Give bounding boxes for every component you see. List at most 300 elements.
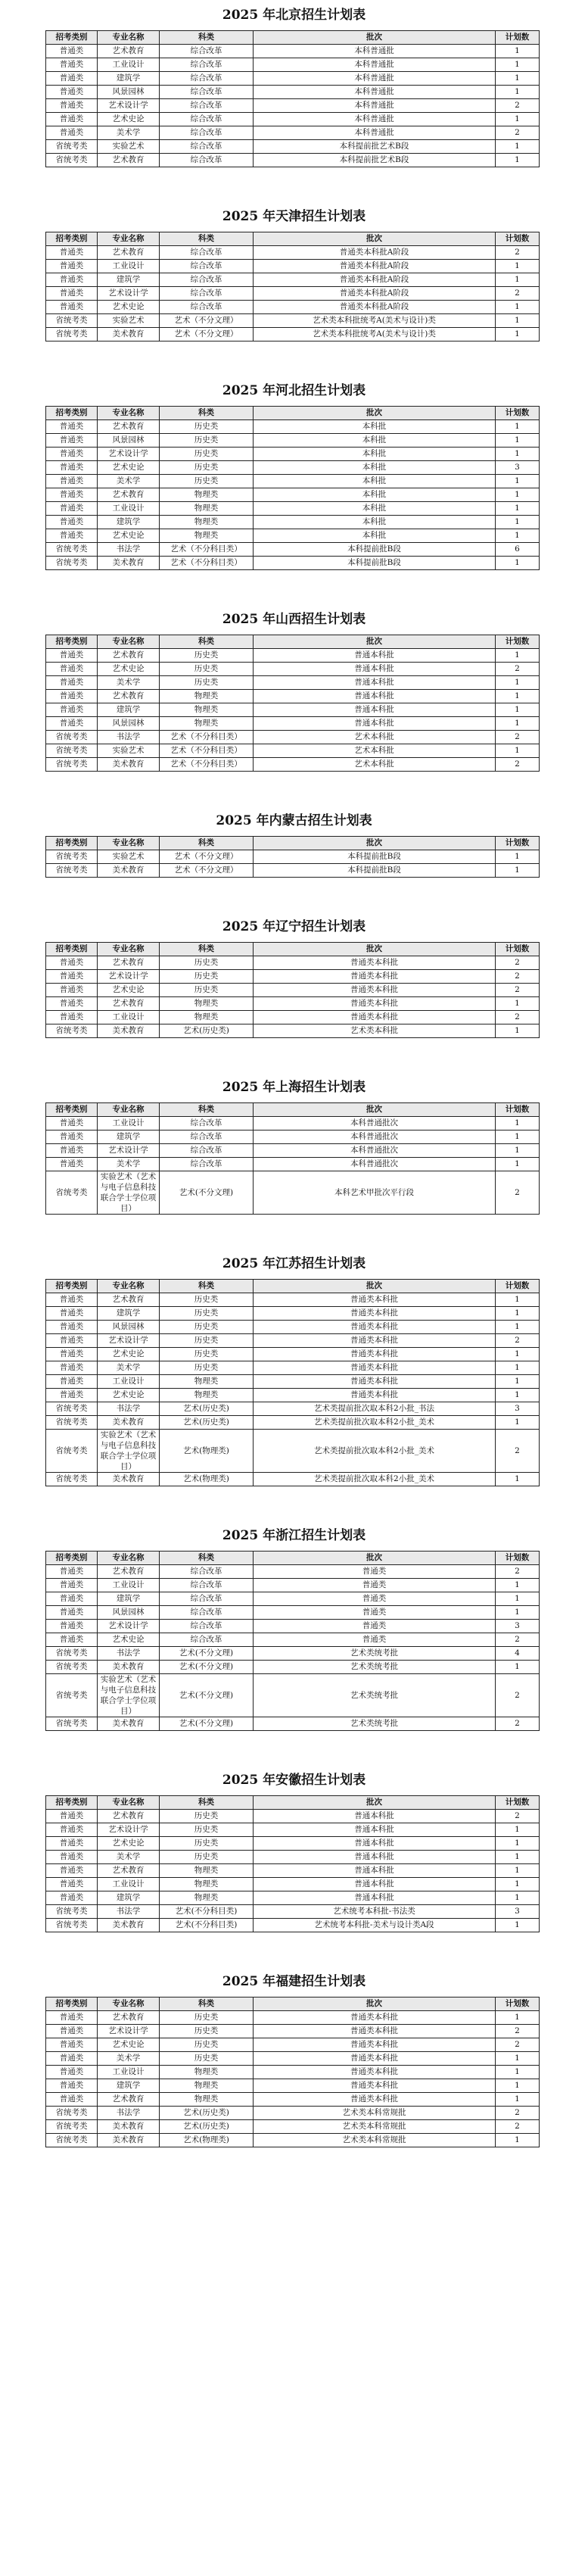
subject-cell: 物理类 — [160, 1375, 254, 1389]
subject-cell: 综合改革 — [160, 140, 254, 154]
category-cell: 普通类 — [46, 956, 98, 970]
quota-cell: 1 — [496, 1891, 540, 1905]
subject-cell: 综合改革 — [160, 1606, 254, 1620]
province-section — [0, 207, 588, 341]
batch-cell: 艺术类本科常规批 — [254, 2107, 496, 2120]
quota-cell: 2 — [496, 663, 540, 676]
major-cell: 艺术教育 — [98, 1810, 160, 1823]
batch-cell: 本科提前批B段 — [254, 864, 496, 878]
quota-cell: 3 — [496, 1620, 540, 1633]
subject-cell: 艺术（不分文理） — [160, 864, 254, 878]
major-cell: 工业设计 — [98, 502, 160, 516]
category-cell: 普通类 — [46, 2052, 98, 2066]
subject-cell: 历史类 — [160, 475, 254, 488]
batch-cell: 本科批 — [254, 448, 496, 461]
subject-cell: 综合改革 — [160, 58, 254, 72]
column-header: 科类 — [160, 31, 254, 45]
category-cell: 省统考类 — [46, 1647, 98, 1661]
major-cell: 实验艺术 — [98, 850, 160, 864]
subject-cell: 艺术(不分科目类) — [160, 1919, 254, 1932]
major-cell: 书法学 — [98, 1647, 160, 1661]
quota-cell: 1 — [496, 649, 540, 663]
category-cell: 普通类 — [46, 1307, 98, 1321]
subject-cell: 物理类 — [160, 1891, 254, 1905]
major-cell: 风景园林 — [98, 717, 160, 731]
table-row — [46, 2011, 540, 2025]
column-header: 专业名称 — [98, 232, 160, 246]
batch-cell: 普通类 — [254, 1579, 496, 1592]
subject-cell: 历史类 — [160, 2011, 254, 2025]
batch-cell: 本科提前批艺术B段 — [254, 140, 496, 154]
table-row — [46, 543, 540, 557]
quota-cell: 3 — [496, 1402, 540, 1416]
table-row — [46, 1293, 540, 1307]
subject-cell: 艺术(不分文理) — [160, 1674, 254, 1717]
table-row — [46, 1321, 540, 1334]
quota-cell: 2 — [496, 2120, 540, 2134]
major-cell: 艺术史论 — [98, 1837, 160, 1851]
category-cell: 普通类 — [46, 301, 98, 314]
quota-cell: 1 — [496, 676, 540, 690]
quota-cell: 2 — [496, 1334, 540, 1348]
column-header: 批次 — [254, 635, 496, 649]
subject-cell: 物理类 — [160, 717, 254, 731]
quota-cell: 6 — [496, 543, 540, 557]
table-row — [46, 1348, 540, 1361]
province-section — [0, 1973, 588, 2147]
table-row — [46, 663, 540, 676]
column-header: 专业名称 — [98, 635, 160, 649]
quota-cell: 1 — [496, 420, 540, 434]
column-header: 招考类别 — [46, 1997, 98, 2011]
quota-cell: 2 — [496, 956, 540, 970]
major-cell: 艺术教育 — [98, 246, 160, 260]
province-section — [0, 6, 588, 167]
quota-cell: 1 — [496, 488, 540, 502]
major-cell: 艺术史论 — [98, 113, 160, 126]
batch-cell: 普通类本科批 — [254, 1389, 496, 1402]
header-row — [46, 1103, 540, 1117]
quota-cell: 1 — [496, 703, 540, 717]
subject-cell: 艺术（不分科目类） — [160, 744, 254, 758]
batch-cell: 本科普通批次 — [254, 1117, 496, 1131]
table-row — [46, 1361, 540, 1375]
subject-cell: 历史类 — [160, 448, 254, 461]
category-cell: 省统考类 — [46, 864, 98, 878]
table-row — [46, 2079, 540, 2093]
subject-cell: 物理类 — [160, 2079, 254, 2093]
batch-cell: 艺术类提前批次取本科2小批_美术 — [254, 1430, 496, 1473]
quota-cell: 2 — [496, 246, 540, 260]
column-header: 科类 — [160, 1280, 254, 1293]
subject-cell: 历史类 — [160, 434, 254, 448]
major-cell: 建筑学 — [98, 273, 160, 287]
category-cell: 省统考类 — [46, 758, 98, 772]
category-cell: 普通类 — [46, 1158, 98, 1171]
batch-cell: 艺术类本科批统考A(美术与设计)类 — [254, 314, 496, 328]
major-cell: 艺术史论 — [98, 461, 160, 475]
category-cell: 省统考类 — [46, 1171, 98, 1215]
category-cell: 普通类 — [46, 45, 98, 58]
category-cell: 省统考类 — [46, 1919, 98, 1932]
batch-cell: 本科普通批 — [254, 58, 496, 72]
batch-cell: 普通类本科批A阶段 — [254, 260, 496, 273]
province-section — [0, 918, 588, 1038]
quota-cell: 2 — [496, 758, 540, 772]
table-row — [46, 475, 540, 488]
major-cell: 艺术史论 — [98, 984, 160, 997]
category-cell: 普通类 — [46, 1117, 98, 1131]
category-cell: 普通类 — [46, 2093, 98, 2107]
province-section — [0, 610, 588, 772]
batch-cell: 普通类 — [254, 1620, 496, 1633]
subject-cell: 历史类 — [160, 2025, 254, 2038]
plan-table — [45, 232, 540, 341]
category-cell: 普通类 — [46, 273, 98, 287]
quota-cell: 2 — [496, 126, 540, 140]
category-cell: 普通类 — [46, 676, 98, 690]
column-header: 专业名称 — [98, 31, 160, 45]
column-header: 专业名称 — [98, 407, 160, 420]
province-section — [0, 382, 588, 570]
batch-cell: 普通类本科批A阶段 — [254, 273, 496, 287]
quota-cell: 1 — [496, 1473, 540, 1486]
table-row — [46, 1606, 540, 1620]
batch-cell: 普通本科批 — [254, 703, 496, 717]
batch-cell: 本科批 — [254, 475, 496, 488]
batch-cell: 本科批 — [254, 529, 496, 543]
major-cell: 美术学 — [98, 1158, 160, 1171]
table-row — [46, 1717, 540, 1731]
subject-cell: 综合改革 — [160, 1117, 254, 1131]
major-cell: 艺术教育 — [98, 1293, 160, 1307]
plan-table — [45, 1551, 540, 1731]
column-header: 批次 — [254, 31, 496, 45]
quota-cell: 2 — [496, 2025, 540, 2038]
header-row — [46, 837, 540, 850]
batch-cell: 本科提前批B段 — [254, 850, 496, 864]
table-row — [46, 1389, 540, 1402]
subject-cell: 综合改革 — [160, 246, 254, 260]
quota-cell: 1 — [496, 1307, 540, 1321]
quota-cell: 3 — [496, 1905, 540, 1919]
batch-cell: 艺术本科批 — [254, 744, 496, 758]
subject-cell: 物理类 — [160, 997, 254, 1011]
category-cell: 普通类 — [46, 997, 98, 1011]
table-row — [46, 864, 540, 878]
table-row — [46, 1810, 540, 1823]
batch-cell: 普通类本科批 — [254, 1011, 496, 1024]
table-row — [46, 1647, 540, 1661]
major-cell: 艺术教育 — [98, 1864, 160, 1878]
column-header: 科类 — [160, 1552, 254, 1565]
major-cell: 艺术史论 — [98, 663, 160, 676]
batch-cell: 普通本科批 — [254, 1878, 496, 1891]
batch-cell: 普通类 — [254, 1633, 496, 1647]
quota-cell: 1 — [496, 448, 540, 461]
major-cell: 艺术设计学 — [98, 2025, 160, 2038]
table-row — [46, 1633, 540, 1647]
major-cell: 艺术设计学 — [98, 1823, 160, 1837]
table-row — [46, 1565, 540, 1579]
subject-cell: 历史类 — [160, 970, 254, 984]
quota-cell: 2 — [496, 731, 540, 744]
subject-cell: 艺术(历史类) — [160, 1024, 254, 1038]
table-row — [46, 246, 540, 260]
section-title: 2025 年上海招生计划表 — [222, 1080, 366, 1095]
table-row — [46, 744, 540, 758]
category-cell: 省统考类 — [46, 1905, 98, 1919]
table-row — [46, 1307, 540, 1321]
batch-cell: 本科艺术甲批次平行段 — [254, 1171, 496, 1215]
table-row — [46, 1158, 540, 1171]
category-cell: 普通类 — [46, 260, 98, 273]
quota-cell: 1 — [496, 864, 540, 878]
table-row — [46, 731, 540, 744]
major-cell: 艺术设计学 — [98, 448, 160, 461]
column-header: 专业名称 — [98, 1103, 160, 1117]
subject-cell: 艺术(历史类) — [160, 1402, 254, 1416]
column-header: 批次 — [254, 943, 496, 956]
quota-cell: 2 — [496, 1430, 540, 1473]
category-cell: 普通类 — [46, 1851, 98, 1864]
quota-cell: 1 — [496, 690, 540, 703]
major-cell: 风景园林 — [98, 434, 160, 448]
batch-cell: 普通类本科批 — [254, 1375, 496, 1389]
quota-cell: 1 — [496, 113, 540, 126]
subject-cell: 历史类 — [160, 1293, 254, 1307]
subject-cell: 艺术（不分科目类） — [160, 731, 254, 744]
quota-cell: 1 — [496, 273, 540, 287]
batch-cell: 普通本科批 — [254, 1823, 496, 1837]
table-row — [46, 2025, 540, 2038]
subject-cell: 艺术（不分文理） — [160, 328, 254, 341]
table-row — [46, 690, 540, 703]
batch-cell: 艺术本科批 — [254, 731, 496, 744]
batch-cell: 艺术类本科批 — [254, 1024, 496, 1038]
batch-cell: 艺术类提前批次取本科2小批_书法 — [254, 1402, 496, 1416]
quota-cell: 2 — [496, 2107, 540, 2120]
major-cell: 艺术教育 — [98, 1565, 160, 1579]
major-cell: 艺术设计学 — [98, 1620, 160, 1633]
header-row — [46, 1997, 540, 2011]
category-cell: 省统考类 — [46, 1430, 98, 1473]
batch-cell: 普通类本科批 — [254, 2093, 496, 2107]
subject-cell: 综合改革 — [160, 1620, 254, 1633]
column-header: 批次 — [254, 232, 496, 246]
category-cell: 普通类 — [46, 516, 98, 529]
major-cell: 美术学 — [98, 126, 160, 140]
table-row — [46, 1905, 540, 1919]
table-row — [46, 287, 540, 301]
batch-cell: 本科普通批次 — [254, 1158, 496, 1171]
category-cell: 省统考类 — [46, 850, 98, 864]
column-header: 科类 — [160, 943, 254, 956]
batch-cell: 本科批 — [254, 461, 496, 475]
subject-cell: 艺术(历史类) — [160, 1416, 254, 1430]
table-row — [46, 2066, 540, 2079]
batch-cell: 艺术类统考批 — [254, 1674, 496, 1717]
quota-cell: 1 — [496, 301, 540, 314]
quota-cell: 1 — [496, 1592, 540, 1606]
batch-cell: 艺术类统考批 — [254, 1647, 496, 1661]
major-cell: 工业设计 — [98, 2066, 160, 2079]
batch-cell: 本科普通批 — [254, 72, 496, 86]
quota-cell: 1 — [496, 997, 540, 1011]
column-header: 科类 — [160, 232, 254, 246]
major-cell: 美术教育 — [98, 1919, 160, 1932]
category-cell: 普通类 — [46, 1144, 98, 1158]
subject-cell: 物理类 — [160, 1878, 254, 1891]
column-header: 专业名称 — [98, 1280, 160, 1293]
quota-cell: 4 — [496, 1647, 540, 1661]
major-cell: 实验艺术（艺术与电子信息科技联合学士学位项目） — [98, 1171, 160, 1215]
column-header: 科类 — [160, 1997, 254, 2011]
subject-cell: 物理类 — [160, 529, 254, 543]
category-cell: 普通类 — [46, 126, 98, 140]
quota-cell: 1 — [496, 1864, 540, 1878]
batch-cell: 普通类本科批A阶段 — [254, 301, 496, 314]
batch-cell: 普通本科批 — [254, 717, 496, 731]
section-title: 2025 年辽宁招生计划表 — [222, 919, 366, 934]
table-row — [46, 2052, 540, 2066]
batch-cell: 普通类本科批 — [254, 1348, 496, 1361]
category-cell: 普通类 — [46, 475, 98, 488]
category-cell: 普通类 — [46, 984, 98, 997]
major-cell: 艺术教育 — [98, 649, 160, 663]
table-row — [46, 72, 540, 86]
plan-table — [45, 30, 540, 167]
batch-cell: 普通本科批 — [254, 663, 496, 676]
column-header: 招考类别 — [46, 407, 98, 420]
major-cell: 艺术教育 — [98, 2093, 160, 2107]
section-title: 2025 年河北招生计划表 — [222, 383, 366, 398]
province-section — [0, 812, 588, 878]
table-row — [46, 1171, 540, 1215]
category-cell: 普通类 — [46, 1131, 98, 1144]
column-header: 计划数 — [496, 837, 540, 850]
quota-cell: 2 — [496, 1674, 540, 1717]
subject-cell: 历史类 — [160, 1321, 254, 1334]
batch-cell: 普通类本科批 — [254, 2052, 496, 2066]
major-cell: 艺术史论 — [98, 1348, 160, 1361]
category-cell: 普通类 — [46, 2066, 98, 2079]
category-cell: 普通类 — [46, 1891, 98, 1905]
subject-cell: 综合改革 — [160, 273, 254, 287]
quota-cell: 1 — [496, 1837, 540, 1851]
batch-cell: 普通类本科批 — [254, 1293, 496, 1307]
quota-cell: 1 — [496, 1293, 540, 1307]
quota-cell: 2 — [496, 1633, 540, 1647]
subject-cell: 艺术(不分文理) — [160, 1647, 254, 1661]
subject-cell: 综合改革 — [160, 154, 254, 167]
major-cell: 建筑学 — [98, 1307, 160, 1321]
subject-cell: 物理类 — [160, 502, 254, 516]
column-header: 专业名称 — [98, 837, 160, 850]
subject-cell: 历史类 — [160, 2052, 254, 2066]
subject-cell: 历史类 — [160, 984, 254, 997]
subject-cell: 综合改革 — [160, 1565, 254, 1579]
table-row — [46, 1117, 540, 1131]
column-header: 招考类别 — [46, 232, 98, 246]
subject-cell: 艺术（不分文理） — [160, 850, 254, 864]
category-cell: 普通类 — [46, 2011, 98, 2025]
header-row — [46, 1280, 540, 1293]
table-row — [46, 1919, 540, 1932]
column-header: 专业名称 — [98, 1552, 160, 1565]
batch-cell: 本科批 — [254, 502, 496, 516]
table-row — [46, 970, 540, 984]
subject-cell: 历史类 — [160, 1334, 254, 1348]
quota-cell: 1 — [496, 154, 540, 167]
column-header: 批次 — [254, 1552, 496, 1565]
subject-cell: 艺术(不分文理) — [160, 1661, 254, 1674]
category-cell: 普通类 — [46, 703, 98, 717]
batch-cell: 普通本科批 — [254, 649, 496, 663]
quota-cell: 1 — [496, 1606, 540, 1620]
table-row — [46, 1823, 540, 1837]
major-cell: 书法学 — [98, 1402, 160, 1416]
batch-cell: 本科普通批 — [254, 126, 496, 140]
major-cell: 美术教育 — [98, 557, 160, 570]
column-header: 科类 — [160, 1796, 254, 1810]
subject-cell: 物理类 — [160, 488, 254, 502]
category-cell: 普通类 — [46, 1878, 98, 1891]
subject-cell: 物理类 — [160, 1864, 254, 1878]
column-header: 批次 — [254, 1103, 496, 1117]
header-row — [46, 1552, 540, 1565]
table-row — [46, 1473, 540, 1486]
batch-cell: 普通本科批 — [254, 1891, 496, 1905]
category-cell: 普通类 — [46, 461, 98, 475]
quota-cell: 1 — [496, 1851, 540, 1864]
table-row — [46, 1334, 540, 1348]
category-cell: 普通类 — [46, 1375, 98, 1389]
category-cell: 普通类 — [46, 2038, 98, 2052]
quota-cell: 1 — [496, 2134, 540, 2147]
quota-cell: 2 — [496, 1011, 540, 1024]
subject-cell: 历史类 — [160, 649, 254, 663]
batch-cell: 普通类本科批 — [254, 984, 496, 997]
subject-cell: 历史类 — [160, 1361, 254, 1375]
subject-cell: 综合改革 — [160, 260, 254, 273]
batch-cell: 普通本科批 — [254, 690, 496, 703]
quota-cell: 1 — [496, 1131, 540, 1144]
batch-cell: 本科普通批 — [254, 113, 496, 126]
table-row — [46, 99, 540, 113]
category-cell: 普通类 — [46, 1606, 98, 1620]
table-row — [46, 1661, 540, 1674]
batch-cell: 普通类本科批 — [254, 1334, 496, 1348]
quota-cell: 1 — [496, 516, 540, 529]
category-cell: 普通类 — [46, 1810, 98, 1823]
major-cell: 工业设计 — [98, 260, 160, 273]
table-row — [46, 140, 540, 154]
table-row — [46, 420, 540, 434]
major-cell: 工业设计 — [98, 1878, 160, 1891]
major-cell: 建筑学 — [98, 2079, 160, 2093]
section-title: 2025 年山西招生计划表 — [222, 612, 366, 627]
plan-table — [45, 1795, 540, 1932]
subject-cell: 历史类 — [160, 956, 254, 970]
quota-cell: 2 — [496, 984, 540, 997]
quota-cell: 1 — [496, 1024, 540, 1038]
table-row — [46, 328, 540, 341]
batch-cell: 本科提前批B段 — [254, 543, 496, 557]
category-cell: 省统考类 — [46, 1661, 98, 1674]
subject-cell: 综合改革 — [160, 1144, 254, 1158]
major-cell: 美术教育 — [98, 328, 160, 341]
